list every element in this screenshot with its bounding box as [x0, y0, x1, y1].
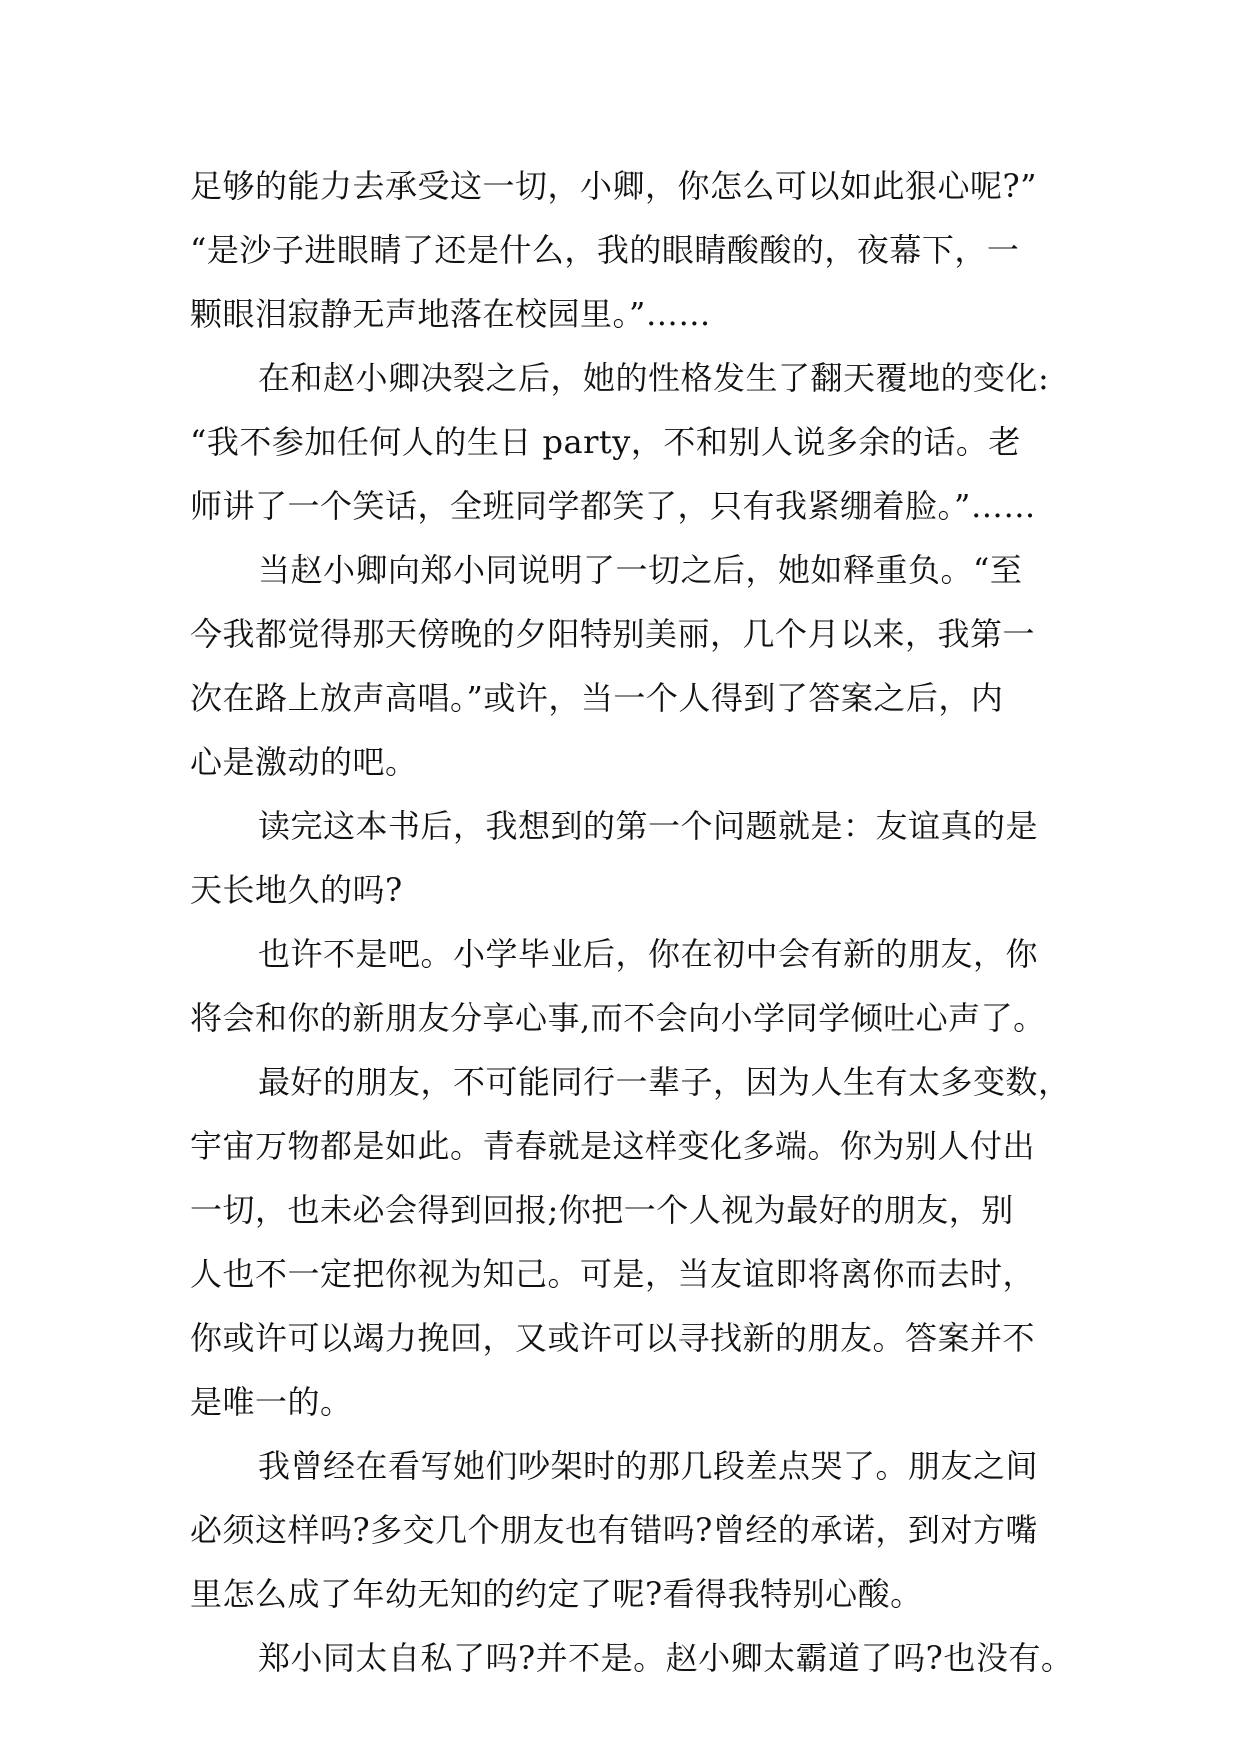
text-line: 郑小同太自私了吗?并不是。赵小卿太霸道了吗?也没有。 — [258, 1639, 1074, 1677]
text-line: 我曾经在看写她们吵架时的那几段差点哭了。朋友之间 — [258, 1447, 1039, 1485]
text-line: 你或许可以竭力挽回，又或许可以寻找新的朋友。答案并不 — [190, 1319, 1036, 1357]
text-line: 今我都觉得那天傍晚的夕阳特别美丽，几个月以来，我第一 — [190, 615, 1036, 653]
text-line: “是沙子进眼睛了还是什么，我的眼睛酸酸的，夜幕下，一 — [190, 231, 1020, 269]
text-line: 次在路上放声高唱。”或许，当一个人得到了答案之后，内 — [190, 679, 1004, 717]
text-line: 宇宙万物都是如此。青春就是这样变化多端。你为别人付出 — [190, 1127, 1036, 1165]
text-line: 将会和你的新朋友分享心事,而不会向小学同学倾吐心声了。 — [190, 999, 1046, 1037]
text-line: 人也不一定把你视为知己。可是，当友谊即将离你而去时， — [190, 1255, 1036, 1293]
text-line: 也许不是吧。小学毕业后，你在初中会有新的朋友，你 — [258, 935, 1039, 973]
document-body — [190, 154, 1074, 1690]
text-line: 是唯一的。 — [190, 1383, 353, 1421]
text-line: 当赵小卿向郑小同说明了一切之后，她如释重负。“至 — [258, 551, 1023, 589]
text-line: “我不参加任何人的生日 party，不和别人说多余的话。老 — [190, 423, 1021, 461]
text-line: 师讲了一个笑话，全班同学都笑了，只有我紧绷着脸。”…… — [190, 487, 1036, 525]
text-line: 在和赵小卿决裂之后，她的性格发生了翻天覆地的变化: — [258, 359, 1050, 397]
text-line: 心是激动的吧。 — [190, 743, 418, 781]
text-line: 最好的朋友，不可能同行一辈子，因为人生有太多变数， — [258, 1063, 1071, 1101]
text-line: 必须这样吗?多交几个朋友也有错吗?曾经的承诺，到对方嘴 — [190, 1511, 1038, 1549]
text-line: 颗眼泪寂静无声地落在校园里。”…… — [190, 295, 711, 333]
text-line: 一切，也未必会得到回报;你把一个人视为最好的朋友，别 — [190, 1191, 1014, 1229]
text-line: 足够的能力去承受这一切，小卿，你怎么可以如此狠心呢?” — [190, 167, 1038, 205]
text-line: 天长地久的吗? — [190, 871, 403, 909]
text-line: 里怎么成了年幼无知的约定了呢?看得我特别心酸。 — [190, 1575, 923, 1613]
text-line: 读完这本书后，我想到的第一个问题就是：友谊真的是 — [258, 807, 1039, 845]
